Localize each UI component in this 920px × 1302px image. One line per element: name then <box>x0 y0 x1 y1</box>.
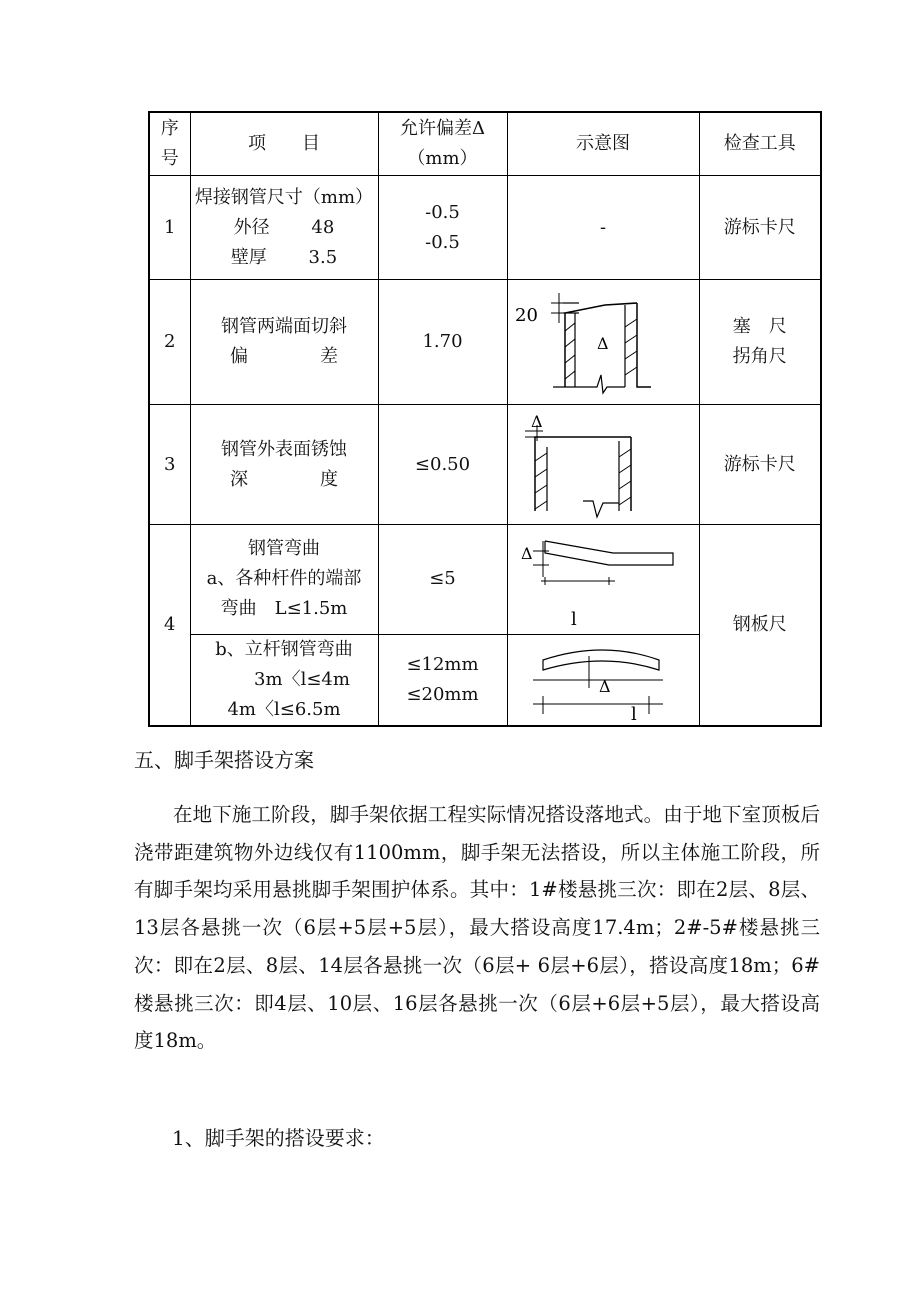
row4a-item: 钢管弯曲 a、各种杆件的端部 弯曲 L≤1.5m <box>190 524 378 634</box>
row4b-tolerance: ≤12mm ≤20mm <box>378 634 507 726</box>
table-row <box>149 405 821 525</box>
svg-text:Δ: Δ <box>597 334 609 354</box>
row1-item: 焊接钢管尺寸（mm） 外径 48 壁厚 3.5 <box>190 176 378 280</box>
row1-diagram: - <box>507 176 699 280</box>
end-face-cut-diagram <box>513 283 693 401</box>
header-tolerance: 允许偏差Δ （mm） <box>378 112 507 176</box>
svg-text:l: l <box>631 703 637 724</box>
row2-item: 钢管两端面切斜 偏 差 <box>190 279 378 405</box>
tolerance-table <box>148 111 822 727</box>
end-bend-diagram <box>513 527 693 631</box>
row3-item: 钢管外表面锈蚀 深 度 <box>190 405 378 525</box>
row4a-tolerance: ≤5 <box>378 524 507 634</box>
row4b-item: b、立杆钢管弯曲 3m〈l≤4m 4m〈l≤6.5m <box>190 634 378 726</box>
row4-tool: 钢板尺 <box>699 524 821 726</box>
row4b-diagram <box>507 634 699 726</box>
row4-seq: 4 <box>149 524 190 726</box>
header-diagram: 示意图 <box>507 112 699 176</box>
svg-text:20: 20 <box>515 305 538 327</box>
table-row <box>149 176 821 280</box>
row1-seq: 1 <box>149 176 190 280</box>
row3-seq: 3 <box>149 405 190 525</box>
svg-text:l: l <box>571 609 577 631</box>
row2-diagram <box>507 279 699 405</box>
row3-tool: 游标卡尺 <box>699 405 821 525</box>
section-title: 五、脚手架搭设方案 <box>134 748 314 772</box>
table-header-row <box>149 112 821 176</box>
pole-bend-diagram <box>513 636 693 724</box>
header-seq: 序 号 <box>149 112 190 176</box>
row3-tolerance: ≤0.50 <box>378 405 507 525</box>
table-row <box>149 279 821 405</box>
row2-seq: 2 <box>149 279 190 405</box>
row3-diagram <box>507 405 699 525</box>
row2-tolerance: 1.70 <box>378 279 507 405</box>
header-item: 项 目 <box>190 112 378 176</box>
svg-text:Δ: Δ <box>599 676 611 696</box>
surface-corrosion-diagram <box>513 407 693 523</box>
header-tool: 检查工具 <box>699 112 821 176</box>
row2-tool: 塞 尺 拐角尺 <box>699 279 821 405</box>
subheading: 1、脚手架的搭设要求： <box>172 1126 385 1150</box>
row1-tolerance: -0.5 -0.5 <box>378 176 507 280</box>
svg-text:Δ: Δ <box>531 411 543 431</box>
svg-text:Δ: Δ <box>521 544 533 564</box>
row4a-diagram <box>507 524 699 634</box>
row1-tool: 游标卡尺 <box>699 176 821 280</box>
body-paragraph: 在地下施工阶段，脚手架依据工程实际情况搭设落地式。由于地下室顶板后浇带距建筑物外边线仅有1100mm，脚手架无法搭设，所以主体施工阶段，所有脚手架均采用悬挑脚手架围护体系。其中：1#楼悬挑三次：即在2层、8层、13层各悬挑一次（6层+5层+5层），最大搭设高度17.4m；2#-5#楼悬挑三次：即在2层、8层、14层各悬挑一次（6层+ 6层+6层），搭设高度18m；6#楼悬挑三次：即4层、10层、16层各悬挑一次（6层+6层+5层），最大搭设高度18m。 <box>134 803 820 1053</box>
table-row <box>149 524 821 634</box>
